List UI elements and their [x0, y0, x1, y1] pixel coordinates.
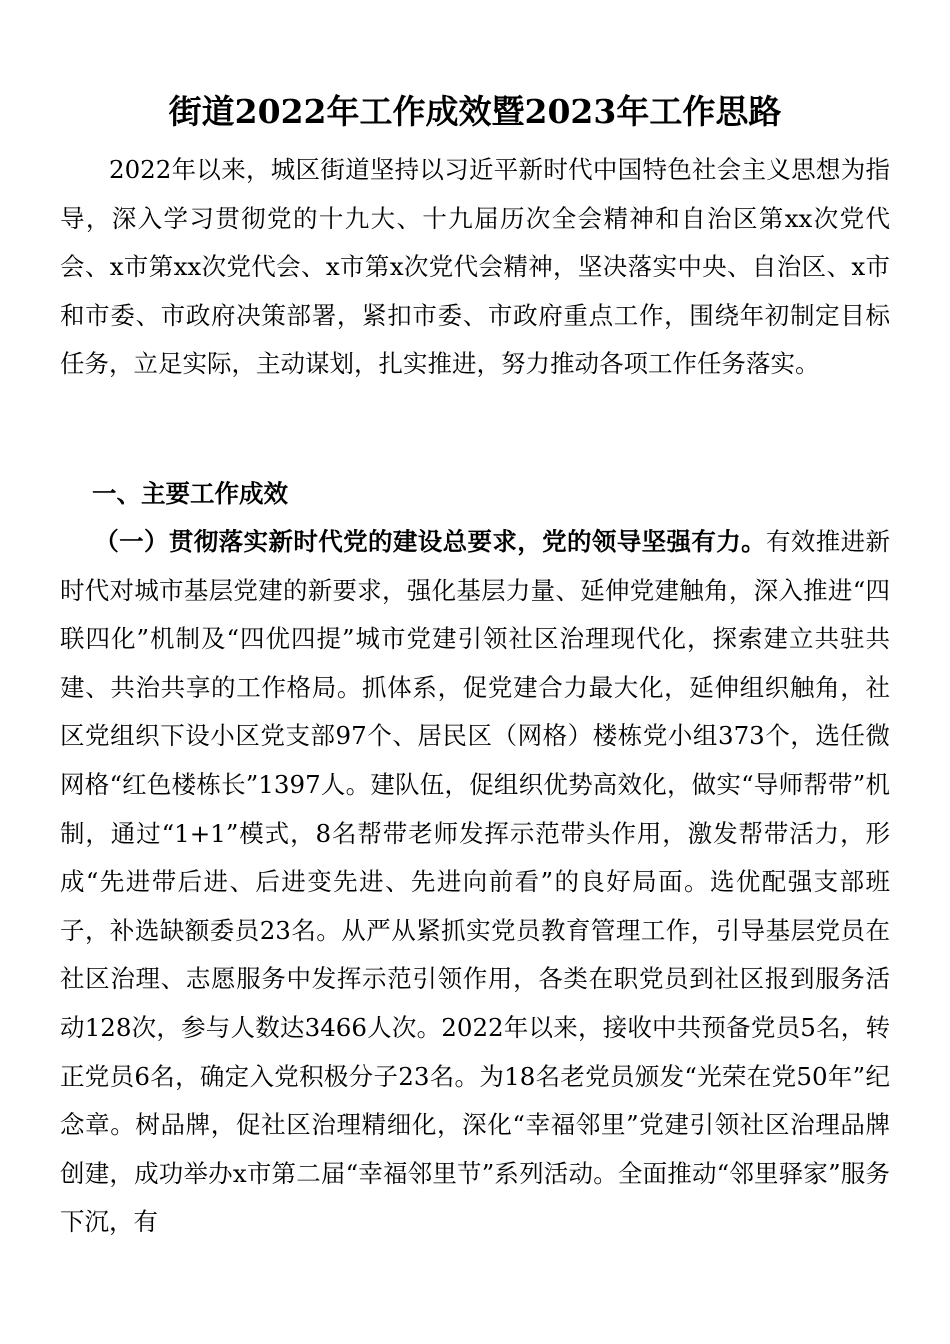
subsection-heading-party-building: （一）贯彻落实新时代党的建设总要求，党的领导坚强有力。	[94, 527, 766, 556]
document-title: 街道2022年工作成效暨2023年工作思路	[168, 92, 782, 131]
section-heading-main-achievements: 一、主要工作成效	[92, 479, 288, 508]
intro-paragraph: 2022年以来，城区街道坚持以习近平新时代中国特色社会主义思想为指导，深入学习贯彻党的十九大、十九届历次全会精神和自治区第xx次党代会、x市第xx次党代会、x市第x次党代会精神，坚决落实中央、自治区、x市和市委、市政府决策部署，紧扣市委、市政府重点工作，围绕年初制定目标任务，立足实际，主动谋划，扎实推进，努力推动各项工作任务落实。	[60, 155, 890, 379]
subsection-paragraph-party-building	[60, 518, 890, 1247]
subsection-text-party-building: 有效推进新时代对城市基层党建的新要求，强化基层力量、延伸党建触角，深入推进“四联四化”机制及“四优四提”城市党建引领社区治理现代化，探索建立共驻共建、共治共享的工作格局。抓体系，促党建合力最大化，延伸组织触角，社区党组织下设小区党支部97个、居民区（网格）楼栋党小组373个，选任微网格“红色楼栋长”1397人。建队伍，促组织优势高效化，做实“导师帮带”机制，通过“1+1”模式，8名帮带老师发挥示范带头作用，激发帮带活力，形成“先进带后进、后进变先进、先进向前看”的良好局面。选优配强支部班子，补选缺额委员23名。从严从紧抓实党员教育管理工作，引导基层党员在社区治理、志愿服务中发挥示范引领作用，各类在职党员到社区报到服务活动128次，参与人数达3466人次。2022年以来，接收中共预备党员5名，转正党员6名，确定入党积极分子23名。为18名老党员颁发“光荣在党50年”纪念章。树品牌，促社区治理精细化，深化“幸福邻里”党建引领社区治理品牌创建，成功举办x市第二届“幸福邻里节”系列活动。全面推动“邻里驿家”服务下沉，有	[60, 527, 891, 1237]
